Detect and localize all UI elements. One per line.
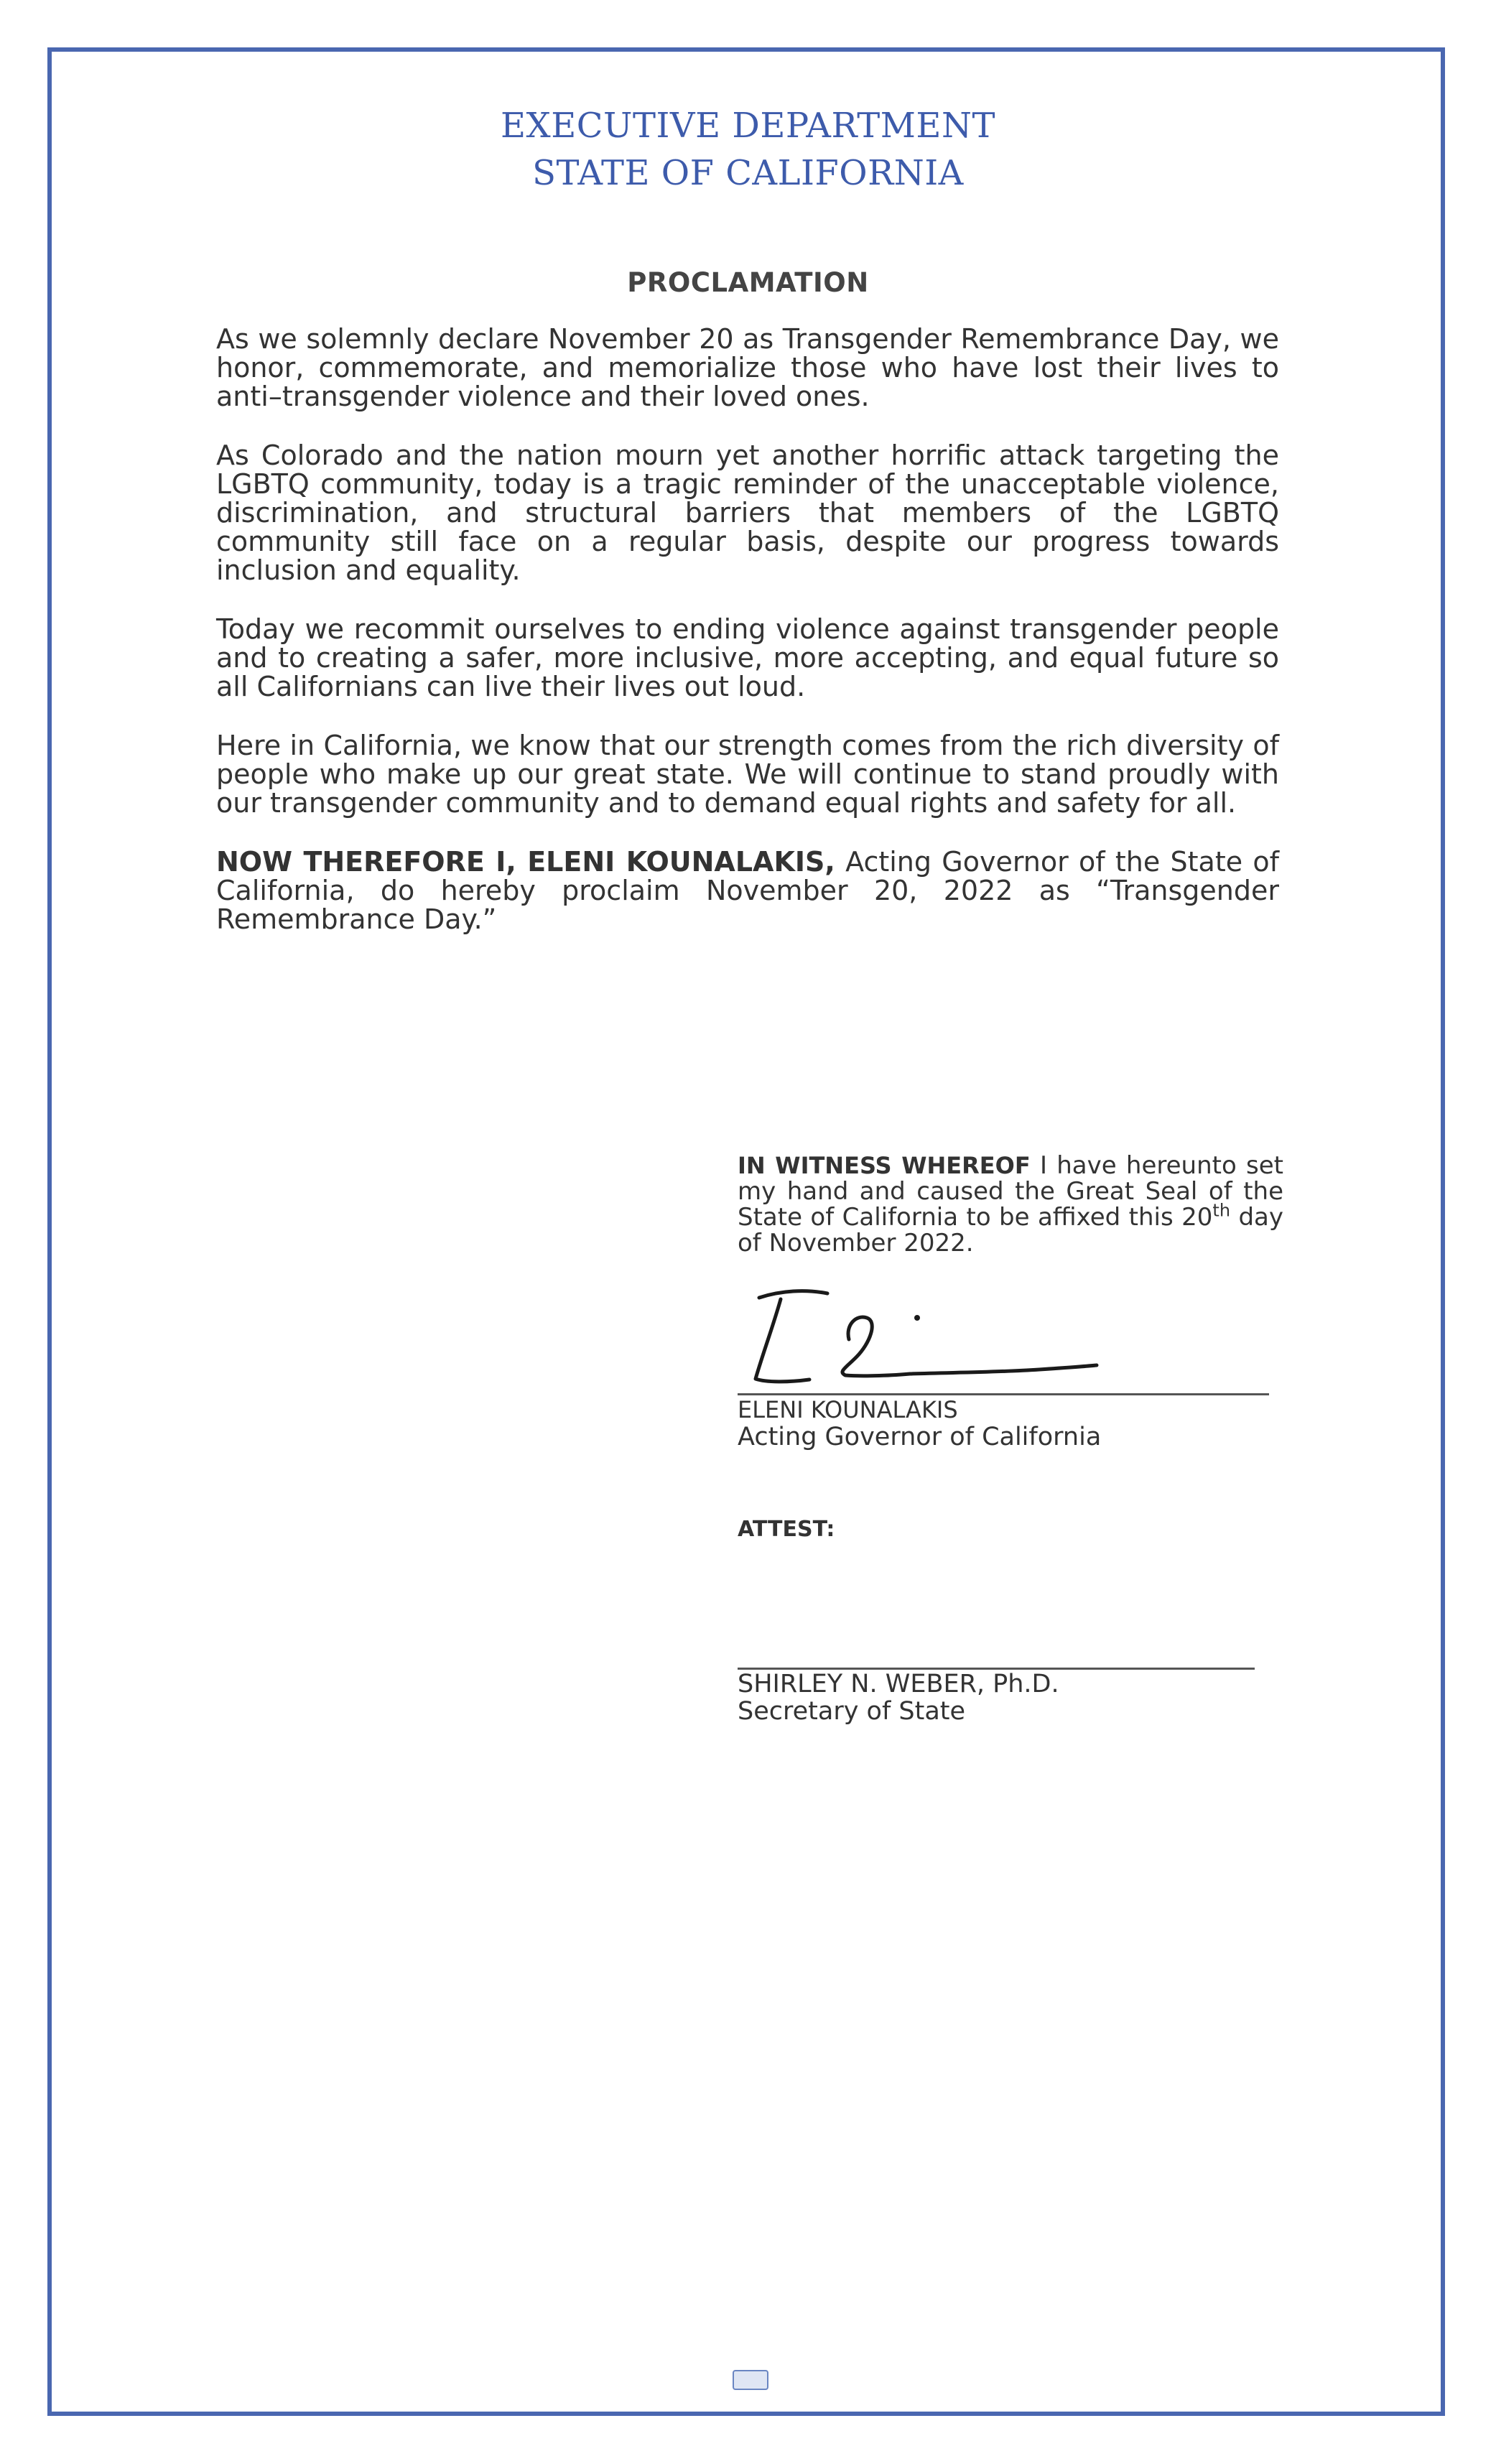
proclamation-body <box>216 325 1279 964</box>
secretary-title: Secretary of State <box>738 1697 966 1726</box>
witness-lead: IN WITNESS WHEREOF <box>738 1152 1031 1179</box>
proclaim-text: Acting Governor of the State of California, do hereby proclaim November 20, 2022 as “Transgender Remembrance Day.” <box>216 846 1279 935</box>
governor-signature-block <box>738 1396 1283 1451</box>
footer-seal-icon <box>733 2370 768 2390</box>
header-line-2: STATE OF CALIFORNIA <box>532 153 964 193</box>
secretary-signature-block <box>738 1670 1283 1725</box>
secretary-name: SHIRLEY N. WEBER, Ph.D. <box>738 1670 1059 1698</box>
governor-title: Acting Governor of California <box>738 1423 1102 1451</box>
witness-superscript: th <box>1212 1200 1231 1221</box>
governor-signature <box>738 1282 1269 1397</box>
paragraph-2: As Colorado and the nation mourn yet another horrific attack targeting the LGBTQ community, today is a tragic reminder of the unacceptable violence, discrimination, and structural barriers that members of the LGBTQ community still face on a regular basis, despite our progress towards inclusion and equality. <box>216 440 1279 586</box>
witness-text-end: day of November 2022. <box>738 1203 1283 1257</box>
proclamation-title: PROCLAMATION <box>627 267 869 298</box>
witness-block <box>738 1153 1283 1256</box>
governor-name: ELENI KOUNALAKIS <box>738 1396 958 1423</box>
governor-signature-line <box>738 1393 1269 1395</box>
witness-text: I have hereunto set my hand and caused the Great Seal of the State of California to be affixed this 20 <box>738 1151 1283 1232</box>
paragraph-1: As we solemnly declare November 20 as Transgender Remembrance Day, we honor, commemorate, and memorialize those who have lost their lives to anti–transgender violence and their loved ones. <box>216 323 1279 412</box>
paragraph-3: Today we recommit ourselves to ending violence against transgender people and to creating a safer, more inclusive, more accepting, and equal future so all Californians can live their lives out loud. <box>216 613 1279 702</box>
header-line-1: EXECUTIVE DEPARTMENT <box>501 106 995 146</box>
proclaim-lead: NOW THEREFORE I, ELENI KOUNALAKIS, <box>216 846 835 878</box>
attest-label: ATTEST: <box>738 1517 835 1542</box>
paragraph-4: Here in California, we know that our strength comes from the rich diversity of people who make up our great state. We will continue to stand proudly with our transgender community and to demand equal rights and safety for all. <box>216 730 1279 819</box>
document-header <box>0 102 1496 197</box>
proclaim-paragraph <box>216 847 1279 934</box>
